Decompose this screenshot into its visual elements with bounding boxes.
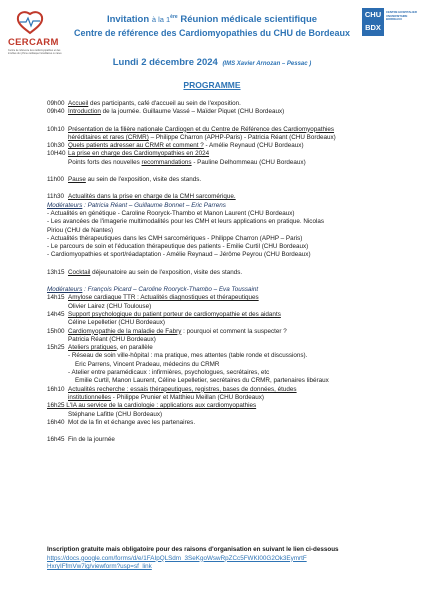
chu-bordeaux-logo bbox=[362, 8, 418, 36]
row-text: Points forts des nouvelles bbox=[68, 158, 142, 166]
row-title: La prise en charge des Cardiomyopathies en 2024 bbox=[68, 150, 210, 158]
programme-row bbox=[47, 134, 419, 142]
row-time: 11h00 bbox=[47, 176, 65, 184]
row-time: 16h10 bbox=[47, 385, 65, 393]
row-time: 16h45 bbox=[47, 436, 65, 444]
programme-row bbox=[47, 394, 419, 402]
row-text: - Philippe Prunier et Matthieu Meillan (CHU Bordeaux) bbox=[111, 393, 265, 401]
invitation-subtitle: Centre de référence des Cardiomyopathies du CHU de Bordeaux bbox=[73, 28, 351, 39]
row-title: Amylose cardiaque TTR : Actualités diagnostiques et thérapeutiques bbox=[68, 294, 259, 302]
programme-body bbox=[47, 100, 419, 444]
logo-text: CERCARM bbox=[8, 37, 59, 48]
programme-row: - Réseau de soin ville-hôpital : ma pratique, mes attentes (table ronde et discussions). bbox=[68, 352, 308, 360]
event-venue: (IMS Xavier Arnozan – Pessac ) bbox=[222, 61, 312, 67]
programme-row bbox=[47, 202, 419, 210]
programme-row: - Le parcours de soin et l'éducation thérapeutique des patients - Emilie Curtil (CHU Bordeaux) bbox=[47, 243, 309, 251]
title-prefix: Invitation bbox=[106, 14, 150, 26]
programme-row bbox=[47, 402, 419, 410]
chu-logo-side: CENTRE HOSPITALIER UNIVERSITAIRE BORDEAUX bbox=[386, 10, 417, 22]
programme-row bbox=[47, 386, 419, 394]
programme-row: Céline Lepelletier (CHU Bordeaux) bbox=[68, 319, 165, 327]
programme-row: Eric Parrens, Vincent Pradeau, médecins du CRMR bbox=[75, 360, 220, 368]
cercarm-logo bbox=[8, 10, 62, 60]
row-time: 13h15 bbox=[47, 268, 65, 276]
row-text: : pourquoi et comment la suspecter ? bbox=[181, 327, 287, 335]
chu-logo-line1: CHU bbox=[364, 10, 382, 19]
programme-row bbox=[47, 100, 419, 108]
moderators-label: Modérateurs bbox=[47, 286, 83, 294]
row-title: institutionnelles bbox=[68, 393, 112, 401]
programme-row: Patricia Réant (CHU Bordeaux) bbox=[68, 335, 156, 343]
programme-row bbox=[47, 176, 419, 184]
row-time: 09h00 bbox=[47, 100, 65, 107]
moderators-names: : François Picard – Caroline Rooryck-Thambo – Eva Toussaint bbox=[82, 286, 259, 294]
chu-logo-line2: BDX bbox=[365, 23, 381, 32]
programme-row: Emilie Curtil, Manon Laurent, Céline Lepelletier, secrétaires du CRMR, partenaires libéraux bbox=[75, 377, 329, 385]
row-title: : essais thérapeutiques, registres, bases de données, études bbox=[125, 385, 297, 393]
row-text: au sein de l'exposition, visite des stands. bbox=[85, 176, 202, 184]
programme-row: Piriou (CHU de Nantes) bbox=[47, 226, 114, 234]
programme-row bbox=[47, 436, 419, 444]
invitation-title bbox=[62, 11, 362, 26]
event-date bbox=[0, 57, 424, 68]
row-time: 10H40 bbox=[47, 150, 66, 158]
programme-row bbox=[47, 126, 419, 134]
row-title: Ateliers pratiques bbox=[68, 344, 117, 352]
row-text: Mot de la fin et échange avec les partenaires. bbox=[68, 418, 196, 426]
row-time: 14h45 bbox=[47, 310, 65, 318]
title-small: à la 1 bbox=[151, 15, 171, 25]
row-title: Introduction bbox=[68, 108, 101, 116]
moderators-names: : Patricia Réant – Guillaume Bonnet – Eric Parrens bbox=[82, 201, 226, 209]
row-title: Accueil bbox=[68, 100, 89, 107]
title-sup: ère bbox=[170, 14, 178, 20]
row-title: Support psychologique du patient porteur de cardiomyopathie et des aidants bbox=[68, 310, 281, 318]
row-time: 11h30 bbox=[47, 193, 65, 201]
row-title: Actualités dans la prise en charge de la CMH sarcomérique. bbox=[68, 193, 236, 201]
programme-row bbox=[47, 159, 419, 167]
title-rest: Réunion médicale scientifique bbox=[180, 14, 318, 26]
programme-row: Stéphane Lafitte (CHU Bordeaux) bbox=[68, 410, 163, 418]
row-title: 16h25 L'IA au service de la cardiologie : applications aux cardiomyopathies bbox=[47, 402, 257, 410]
programme-row bbox=[47, 269, 419, 277]
row-title: Actualités recherche bbox=[68, 385, 126, 393]
row-text: - Amélie Reynaud (CHU Bordeaux) bbox=[203, 142, 304, 150]
programme-title: PROGRAMME bbox=[183, 80, 241, 90]
row-title: Quels patients adresser au CRMR et comment ? bbox=[68, 142, 204, 150]
row-text: – Philippe Charron (APHP-Paris) - Patricia Réant (CHU Bordeaux) bbox=[148, 133, 336, 141]
programme-row bbox=[47, 150, 419, 158]
row-time: 10h30 bbox=[47, 142, 65, 150]
row-time: 10h10 bbox=[47, 125, 65, 133]
row-title: recommandations bbox=[141, 158, 192, 166]
programme-row: - Cardiomyopathies et sport/réadaptation - Amélie Reynaud – Jérôme Peyrou (CHU Bordeaux) bbox=[47, 251, 311, 259]
row-text: , en parallèle bbox=[116, 344, 153, 352]
registration-note: Inscription gratuite mais obligatoire pour des raisons d'organisation en suivant le lien ci-dessous bbox=[47, 546, 339, 553]
row-text: Fin de la journée bbox=[68, 436, 115, 444]
event-day: Lundi 2 décembre 2024 bbox=[112, 57, 218, 68]
row-time: 15h25 bbox=[47, 344, 65, 352]
programme-row bbox=[47, 294, 419, 302]
invitation-header bbox=[62, 11, 362, 39]
programme-row: Olivier Lairez (CHU Toulouse) bbox=[68, 302, 152, 310]
registration-link[interactable] bbox=[47, 555, 307, 571]
row-title: héréditaires et rares (CRMR) bbox=[68, 133, 149, 141]
programme-row bbox=[47, 344, 419, 352]
row-title: Présentation de la filière nationale Cardiogen et du Centre de Référence des Cardiomyopathies bbox=[68, 125, 335, 133]
programme-row: - Actualités en génétique - Caroline Rooryck-Thambo et Manon Laurent (CHU Bordeaux) bbox=[47, 209, 295, 217]
logo-subtext: Centre de référence des cardiomyopathies et des troubles du rythme cardiaque héréditaires ou rares bbox=[8, 49, 62, 55]
row-text: des participants, café d'accueil au sein de l'exposition. bbox=[88, 100, 241, 107]
row-text: de la journée. Guillaume Vassé – Maïder Piquet (CHU Bordeaux) bbox=[100, 108, 285, 116]
row-title: Cocktail bbox=[68, 268, 91, 276]
programme-row bbox=[47, 142, 419, 150]
row-time: 14h15 bbox=[47, 294, 65, 302]
programme-row bbox=[47, 311, 419, 319]
programme-row bbox=[47, 193, 419, 201]
row-text: déjeunatoire au sein de l'exposition, visite des stands. bbox=[90, 268, 243, 276]
programme-row bbox=[47, 286, 419, 294]
programme-row bbox=[47, 328, 419, 336]
programme-row bbox=[47, 419, 419, 427]
moderators-label: Modérateurs bbox=[47, 201, 83, 209]
row-text: - Pauline Delhommeau (CHU Bordeaux) bbox=[191, 158, 306, 166]
programme-row: - Actualités thérapeutiques dans les CMH sarcomériques - Philippe Charron (APHP – Paris) bbox=[47, 234, 303, 242]
row-title: Cardiomyopathie de la maladie de Fabry bbox=[68, 327, 182, 335]
row-title: Pause bbox=[68, 176, 86, 184]
programme-row bbox=[47, 108, 419, 116]
row-time: 16h40 bbox=[47, 418, 65, 426]
registration-link-line2[interactable]: HxryIFfmVw7ig/viewform?usp=sf_link bbox=[47, 563, 152, 570]
registration-footer bbox=[47, 546, 419, 572]
row-time: 15h00 bbox=[47, 327, 65, 335]
registration-link-line1[interactable]: https://docs.google.com/forms/d/e/1FAIpQLSdm_3SeKgoWswRpZCc5FWKI00G2Ok3EymrtF bbox=[47, 554, 307, 562]
chu-logo-block bbox=[362, 8, 384, 36]
programme-row: - Atelier entre paramédicaux : infirmières, psychologues, secrétaires, etc bbox=[68, 369, 270, 377]
programme-row: - Les avancées de l'imagerie multimodalités pour les CMH et leurs applications en pratique. Nicolas bbox=[47, 218, 324, 226]
row-time: 09h40 bbox=[47, 108, 65, 116]
